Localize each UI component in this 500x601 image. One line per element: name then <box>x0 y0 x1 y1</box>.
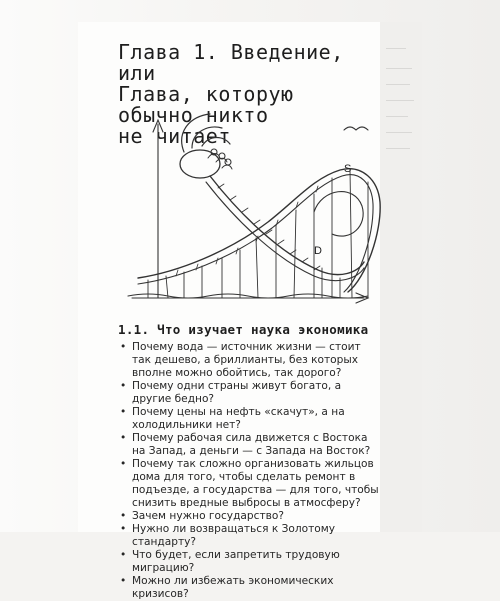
list-item: • Почему рабочая сила движется с Востока на Запад, а деньги — с Запада на Восток? <box>118 432 380 458</box>
track-ties <box>176 184 320 276</box>
facing-page-text-line <box>386 132 412 133</box>
facing-page-text-line <box>386 100 414 101</box>
chapter-title-line: не читает <box>118 124 231 148</box>
bird-sketch <box>344 127 368 130</box>
list-item: • Нужно ли возвращаться к Золотому стандарту? <box>118 523 380 549</box>
list-item: • Можно ли избежать экономических кризисов? <box>118 575 380 601</box>
demand-curve-label: D <box>314 245 322 257</box>
list-item: • Зачем нужно государство? <box>118 510 380 523</box>
section-title: 1.1. Что изучает наука экономика <box>118 322 369 337</box>
rider-head <box>225 159 231 165</box>
list-item: • Что будет, если запретить трудовую миграцию? <box>118 549 380 575</box>
supply-track-rail <box>206 182 364 281</box>
list-item: • Почему так сложно организовать жильцов дома для того, чтобы сделать ремонт в подъезде, а государства — для того, чтобы снизить вредные выбросы в атмосферу? <box>118 458 380 510</box>
question-list <box>118 341 380 601</box>
supply-track <box>210 176 364 275</box>
chapter-title-line: обычно никто <box>118 103 269 127</box>
facing-page-text-line <box>386 84 410 85</box>
facing-page-edge <box>380 22 422 532</box>
chapter-title-line: Глава, которую <box>118 82 294 106</box>
list-item: • Почему одни страны живут богато, а другие бедно? <box>118 380 380 406</box>
facing-page-text-line <box>386 148 410 149</box>
list-item: • Почему цены на нефть «скачут», а на холодильники нет? <box>118 406 380 432</box>
track-supports <box>148 170 368 298</box>
chapter-title-line: Глава 1. Введение, или <box>118 40 344 85</box>
coaster-loop <box>314 192 363 237</box>
supply-curve-label: S <box>344 163 352 175</box>
roller-coaster-illustration <box>118 102 386 312</box>
list-item: • Почему вода — источник жизни — стоит так дешево, а бриллианты, без которых вполне можно обойтись, так дорого? <box>118 341 380 380</box>
facing-page-text-line <box>386 68 412 69</box>
facing-page-text-line <box>386 48 406 49</box>
coaster-car-fins <box>182 114 230 152</box>
facing-page-text-line <box>386 116 408 117</box>
coaster-car <box>180 150 220 178</box>
